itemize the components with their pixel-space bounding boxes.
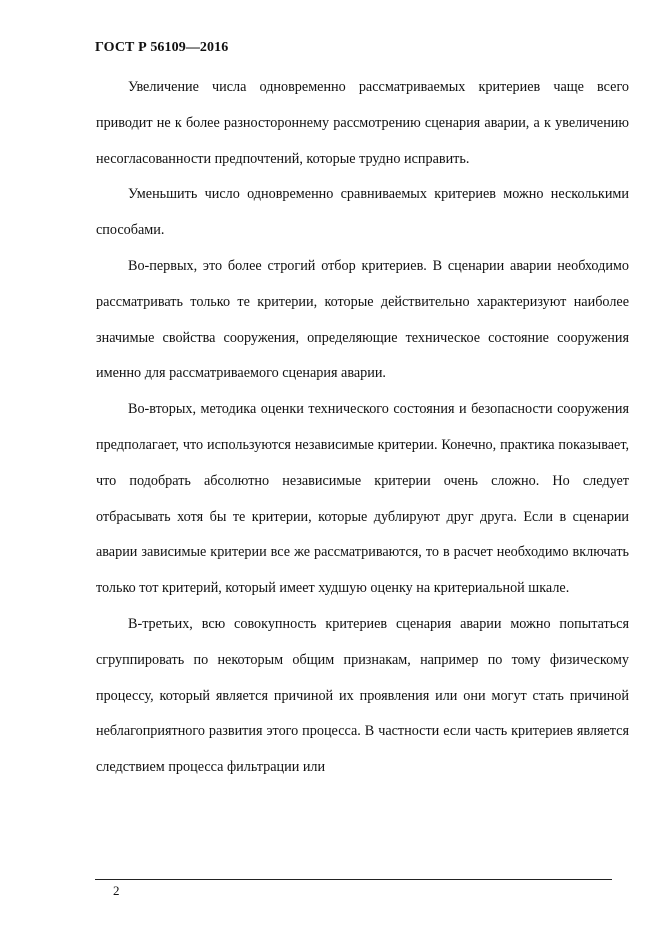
standard-header: ГОСТ Р 56109—2016 xyxy=(95,40,229,55)
page-number: 2 xyxy=(113,883,120,898)
body-text xyxy=(96,70,629,786)
paragraph-5: В-третьих, всю совокупность критериев сценария аварии можно попытаться сгруппировать по некоторым общим признакам, например по тому физическому процессу, который является причиной их проявления или они могут стать причиной неблагоприятного развития этого процесса. В частности если часть критериев является следствием процесса фильтрации или xyxy=(96,615,629,776)
paragraph-4: Во-вторых, методика оценки технического состояния и безопасности сооружения предполагает, что используются независимые критерии. Конечно, практика показывает, что подобрать абсолютно независимые критерии очень сложно. Но следует отбрасывать хотя бы те критерии, которые дублируют друг друга. Если в сценарии аварии зависимые критерии все же рассматриваются, то в расчет необходимо включать только тот критерий, который имеет худшую оценку на критериальной шкале. xyxy=(96,401,629,597)
paragraph-2: Уменьшить число одновременно сравниваемых критериев можно несколькими способами. xyxy=(96,186,629,239)
footer-divider xyxy=(95,879,612,880)
paragraph-1: Увеличение числа одновременно рассматриваемых критериев чаще всего приводит не к более разностороннему рассмотрению сценария аварии, а к увеличению несогласованности предпочтений, которые трудно исправить. xyxy=(96,79,629,167)
paragraph-3: Во-первых, это более строгий отбор критериев. В сценарии аварии необходимо рассматривать только те критерии, которые действительно характеризуют наиболее значимые свойства сооружения, определяющие техническое состояние сооружения именно для рассматриваемого сценария аварии. xyxy=(96,257,629,382)
